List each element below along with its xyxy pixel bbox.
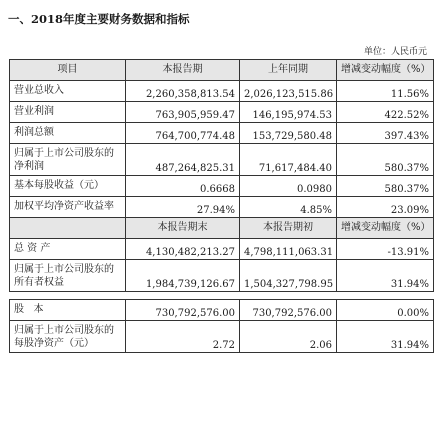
table-row <box>10 321 434 353</box>
header-cell-current-period: 本报告期 <box>126 60 240 81</box>
row-label: 营业总收入 <box>10 81 126 102</box>
header-cell-prior-period: 上年同期 <box>240 60 337 81</box>
row-label: 营业利润 <box>10 102 126 123</box>
previous-value: 146,195,974.53 <box>240 102 337 123</box>
table-spacer-row <box>10 292 434 300</box>
table-row <box>10 239 434 260</box>
previous-value: 730,792,576.00 <box>240 300 337 321</box>
change-value: -13.91% <box>337 239 434 260</box>
previous-value: 1,504,327,798.95 <box>240 260 337 292</box>
change-value: 397.43% <box>337 123 434 144</box>
change-value: 23.09% <box>337 197 434 218</box>
row-label: 股 本 <box>10 300 126 321</box>
table-header-row <box>10 218 434 239</box>
row-label: 基本每股收益（元） <box>10 176 126 197</box>
section-title: 一、2018年度主要财务数据和指标 <box>8 12 190 26</box>
table-row <box>10 300 434 321</box>
table-row <box>10 176 434 197</box>
previous-value: 0.0980 <box>240 176 337 197</box>
row-label: 加权平均净资产收益率 <box>10 197 126 218</box>
table-row <box>10 260 434 292</box>
previous-value: 4.85% <box>240 197 337 218</box>
previous-value: 2,026,123,515.86 <box>240 81 337 102</box>
previous-value: 153,729,580.48 <box>240 123 337 144</box>
table-row <box>10 144 434 176</box>
table-row <box>10 197 434 218</box>
table-row <box>10 81 434 102</box>
current-value: 487,264,825.31 <box>126 144 240 176</box>
previous-value: 4,798,111,063.31 <box>240 239 337 260</box>
current-value: 2.72 <box>126 321 240 353</box>
current-value: 2,260,358,813.54 <box>126 81 240 102</box>
change-value: 580.37% <box>337 144 434 176</box>
change-value: 11.56% <box>337 81 434 102</box>
table-row <box>10 102 434 123</box>
change-value: 31.94% <box>337 321 434 353</box>
currency-unit-note: 单位：人民币元 <box>363 47 427 57</box>
previous-value: 2.06 <box>240 321 337 353</box>
current-value: 764,700,774.48 <box>126 123 240 144</box>
row-label: 归属于上市公司股东的每股净资产（元） <box>10 321 126 353</box>
table-row <box>10 123 434 144</box>
current-value: 730,792,576.00 <box>126 300 240 321</box>
header-cell-blank <box>10 218 126 239</box>
change-value: 0.00% <box>337 300 434 321</box>
financial-data-table <box>9 59 434 353</box>
header-cell-item: 项目 <box>10 60 126 81</box>
table-header-row <box>10 60 434 81</box>
change-value: 422.52% <box>337 102 434 123</box>
current-value: 0.6668 <box>126 176 240 197</box>
row-label: 总 资 产 <box>10 239 126 260</box>
row-label: 归属于上市公司股东的所有者权益 <box>10 260 126 292</box>
header-cell-change-rate: 增减变动幅度（%） <box>337 218 434 239</box>
current-value: 27.94% <box>126 197 240 218</box>
current-value: 763,905,959.47 <box>126 102 240 123</box>
header-cell-period-end: 本报告期末 <box>126 218 240 239</box>
change-value: 31.94% <box>337 260 434 292</box>
row-label: 利润总额 <box>10 123 126 144</box>
header-cell-change-rate: 增减变动幅度（%） <box>337 60 434 81</box>
row-label: 归属于上市公司股东的净利润 <box>10 144 126 176</box>
current-value: 4,130,482,213.27 <box>126 239 240 260</box>
previous-value: 71,617,484.40 <box>240 144 337 176</box>
change-value: 580.37% <box>337 176 434 197</box>
current-value: 1,984,739,126.67 <box>126 260 240 292</box>
header-cell-period-start: 本报告期初 <box>240 218 337 239</box>
